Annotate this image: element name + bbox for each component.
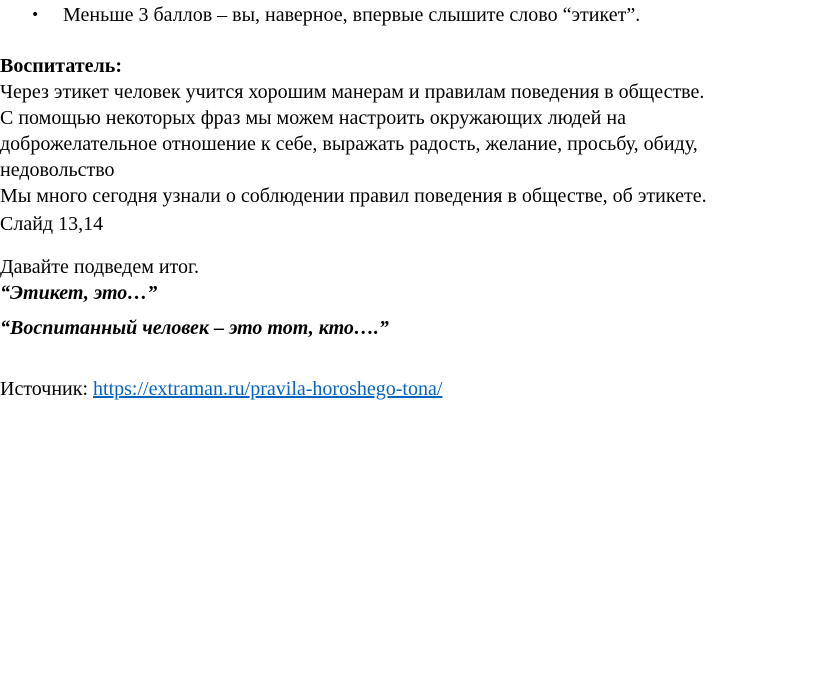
summary-section (0, 254, 816, 306)
source-label: Источник: (0, 378, 94, 400)
bullet-text: Меньше 3 баллов – вы, наверное, впервые слышите слово “этикет”. (63, 4, 641, 26)
summary-intro: Давайте подведем итог. (0, 256, 199, 278)
source-link[interactable]: https://extraman.ru/pravila-horoshego-tona/ (93, 378, 443, 400)
bullet-item (0, 2, 816, 28)
slide-note (0, 211, 816, 237)
educator-heading: Воспитатель: (0, 55, 122, 77)
educator-line-1: Через этикет человек учится хорошим манерам и правилам поведения в обществе. (0, 81, 705, 103)
source-line (0, 376, 816, 402)
educator-line-2: С помощью некоторых фраз мы можем настроить окружающих людей на (0, 107, 626, 129)
educator-line-4: недовольство (0, 159, 115, 181)
educator-line-3: доброжелательное отношение к себе, выражать радость, желание, просьбу, обиду, (0, 133, 698, 155)
slide-note-text: Слайд 13,14 (0, 213, 104, 235)
source-section (0, 376, 816, 402)
bullet-icon: • (31, 7, 40, 23)
summary-question-polite-person: “Воспитанный человек – это тот, кто….” (0, 317, 389, 339)
educator-line-5: Мы много сегодня узнали о соблюдении правил поведения в обществе, об этикете. (0, 185, 707, 207)
summary-question-section (0, 315, 816, 341)
educator-section (0, 53, 816, 209)
summary-question-etiquette: “Этикет, это…” (0, 282, 158, 304)
